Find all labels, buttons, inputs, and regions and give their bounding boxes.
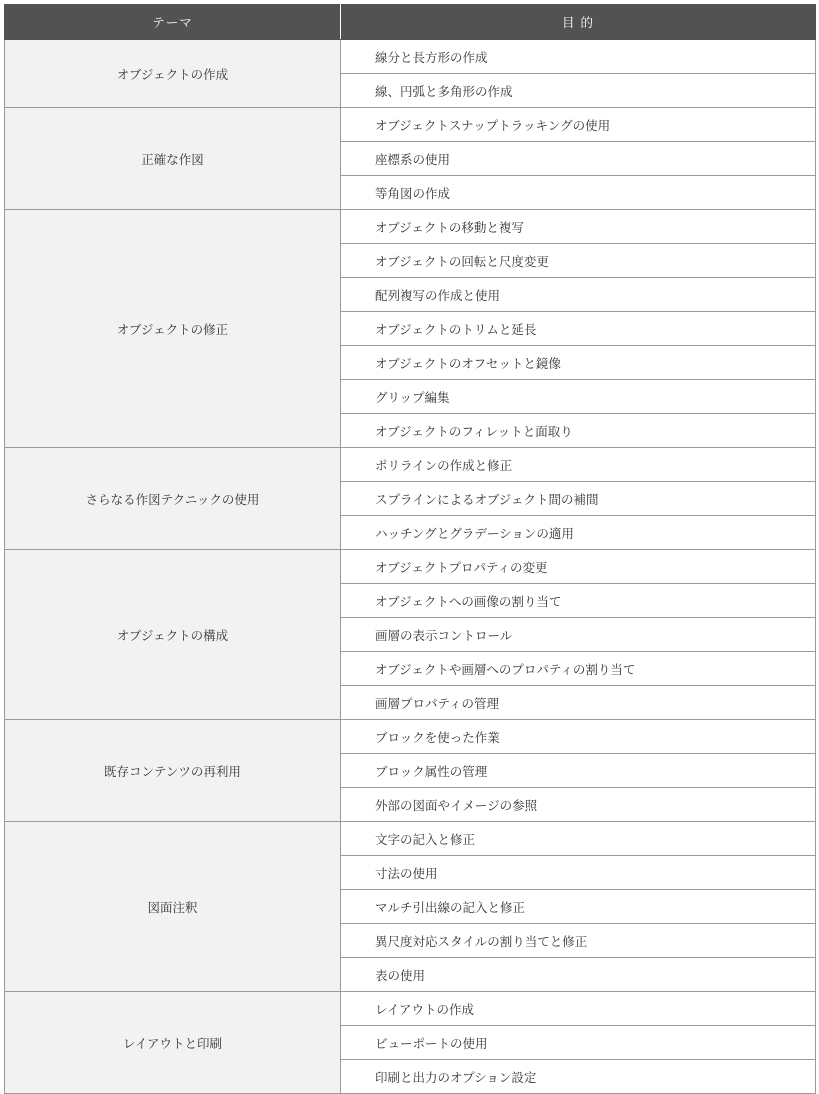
objective-cell: マルチ引出線の記入と修正 <box>341 890 816 924</box>
objective-cell: オブジェクトへの画像の割り当て <box>341 584 816 618</box>
table-row <box>5 720 816 754</box>
objective-cell: オブジェクトプロパティの変更 <box>341 550 816 584</box>
objective-cell: ブロック属性の管理 <box>341 754 816 788</box>
header-objective: 目 的 <box>341 5 816 40</box>
objective-cell: オブジェクトのトリムと延長 <box>341 312 816 346</box>
table-row <box>5 822 816 856</box>
objective-cell: 印刷と出力のオプション設定 <box>341 1060 816 1094</box>
objective-cell: 異尺度対応スタイルの割り当てと修正 <box>341 924 816 958</box>
table-body <box>5 40 816 1094</box>
header-theme: テーマ <box>5 5 341 40</box>
theme-cell: オブジェクトの修正 <box>5 210 341 448</box>
objective-cell: 画層の表示コントロール <box>341 618 816 652</box>
objective-cell: 外部の図面やイメージの参照 <box>341 788 816 822</box>
objectives-table <box>4 4 816 1094</box>
objective-cell: ビューポートの使用 <box>341 1026 816 1060</box>
theme-cell: オブジェクトの作成 <box>5 40 341 108</box>
objective-cell: オブジェクトの回転と尺度変更 <box>341 244 816 278</box>
objective-cell: 配列複写の作成と使用 <box>341 278 816 312</box>
theme-cell: 図面注釈 <box>5 822 341 992</box>
theme-cell: 既存コンテンツの再利用 <box>5 720 341 822</box>
objective-cell: ブロックを使った作業 <box>341 720 816 754</box>
table-row <box>5 448 816 482</box>
objective-cell: オブジェクトのオフセットと鏡像 <box>341 346 816 380</box>
objective-cell: 線、円弧と多角形の作成 <box>341 74 816 108</box>
objective-cell: 表の使用 <box>341 958 816 992</box>
header-row <box>5 5 816 40</box>
objective-cell: 線分と長方形の作成 <box>341 40 816 74</box>
table-row <box>5 108 816 142</box>
objective-cell: 等角図の作成 <box>341 176 816 210</box>
objective-cell: ポリラインの作成と修正 <box>341 448 816 482</box>
theme-cell: 正確な作図 <box>5 108 341 210</box>
objective-cell: ハッチングとグラデーションの適用 <box>341 516 816 550</box>
objective-cell: 寸法の使用 <box>341 856 816 890</box>
objective-cell: 座標系の使用 <box>341 142 816 176</box>
objective-cell: 文字の記入と修正 <box>341 822 816 856</box>
theme-cell: さらなる作図テクニックの使用 <box>5 448 341 550</box>
table-row <box>5 40 816 74</box>
objective-cell: スプラインによるオブジェクト間の補間 <box>341 482 816 516</box>
objective-cell: オブジェクトのフィレットと面取り <box>341 414 816 448</box>
table-row <box>5 992 816 1026</box>
table-row <box>5 550 816 584</box>
table-row <box>5 210 816 244</box>
objective-cell: 画層プロパティの管理 <box>341 686 816 720</box>
theme-cell: オブジェクトの構成 <box>5 550 341 720</box>
objective-cell: レイアウトの作成 <box>341 992 816 1026</box>
theme-cell: レイアウトと印刷 <box>5 992 341 1094</box>
objective-cell: オブジェクトや画層へのプロパティの割り当て <box>341 652 816 686</box>
objective-cell: グリップ編集 <box>341 380 816 414</box>
objective-cell: オブジェクトスナップトラッキングの使用 <box>341 108 816 142</box>
objective-cell: オブジェクトの移動と複写 <box>341 210 816 244</box>
